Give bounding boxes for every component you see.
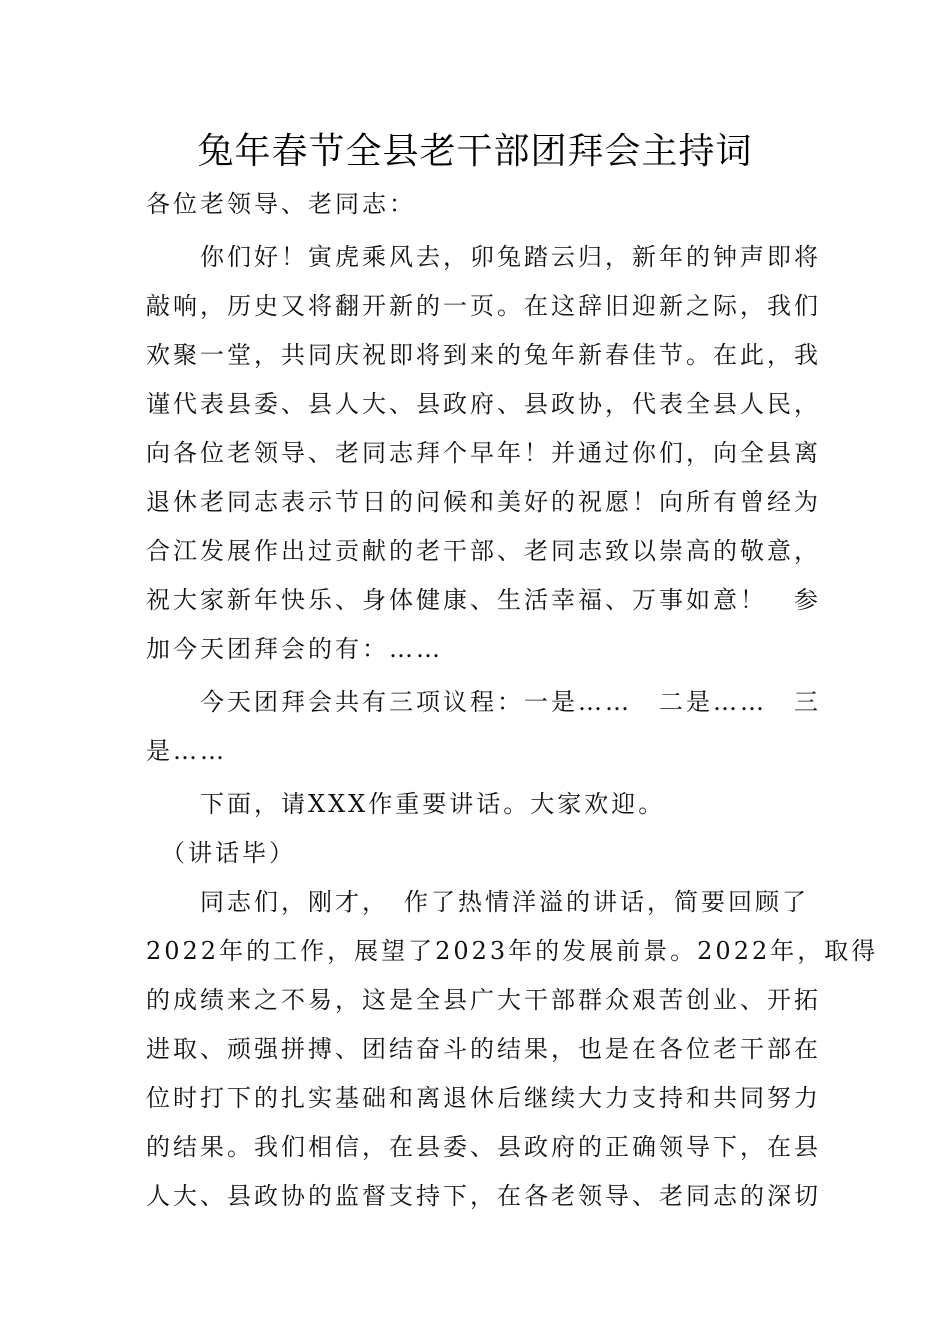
body-line: 进取、顽强拼搏、团结奋斗的结果，也是在各位老干部在 xyxy=(146,1035,821,1063)
body-line: 敲响，历史又将翻开新的一页。在这辞旧迎新之际，我们 xyxy=(146,292,821,320)
body-line: 祝大家新年快乐、身体健康、生活幸福、万事如意！ 参 xyxy=(146,586,821,614)
document-body xyxy=(146,180,879,1221)
body-line: 同志们，刚才， 作了热情洋溢的讲话，简要回顾了 xyxy=(146,888,809,916)
body-line: 人大、县政协的监督支持下，在各老领导、老同志的深切 xyxy=(146,1182,821,1210)
document-title: 兔年春节全县老干部团拜会主持词 xyxy=(197,131,753,172)
body-line: 欢聚一堂，共同庆祝即将到来的兔年新春佳节。在此，我 xyxy=(146,341,821,369)
body-line: 向各位老领导、老同志拜个早年！并通过你们，向全县离 xyxy=(146,439,821,467)
body-line: 下面，请XXX作重要讲话。大家欢迎。 xyxy=(146,790,666,818)
body-line: 合江发展作出过贡献的老干部、老同志致以崇高的敬意， xyxy=(146,537,821,565)
body-line: 各位老领导、老同志： xyxy=(146,190,416,218)
body-line: 加今天团拜会的有：…… xyxy=(146,635,443,663)
body-line: 2022年的工作，展望了2023年的发展前景。2022年，取得 xyxy=(146,937,879,965)
body-line: 退休老同志表示节日的问候和美好的祝愿！向所有曾经为 xyxy=(146,488,821,516)
body-line: （讲话毕） xyxy=(146,839,296,867)
body-line: 你们好！寅虎乘风去，卯兔踏云归，新年的钟声即将 xyxy=(146,243,821,271)
body-line: 谨代表县委、县人大、县政府、县政协，代表全县人民， xyxy=(146,390,821,418)
body-line: 的成绩来之不易，这是全县广大干部群众艰苦创业、开拓 xyxy=(146,986,821,1014)
body-line: 的结果。我们相信，在县委、县政府的正确领导下，在县 xyxy=(146,1133,821,1161)
body-line: 是…… xyxy=(146,737,227,765)
body-line: 位时打下的扎实基础和离退休后继续大力支持和共同努力 xyxy=(146,1084,821,1112)
body-line: 今天团拜会共有三项议程：一是…… 二是…… 三 xyxy=(146,688,821,716)
